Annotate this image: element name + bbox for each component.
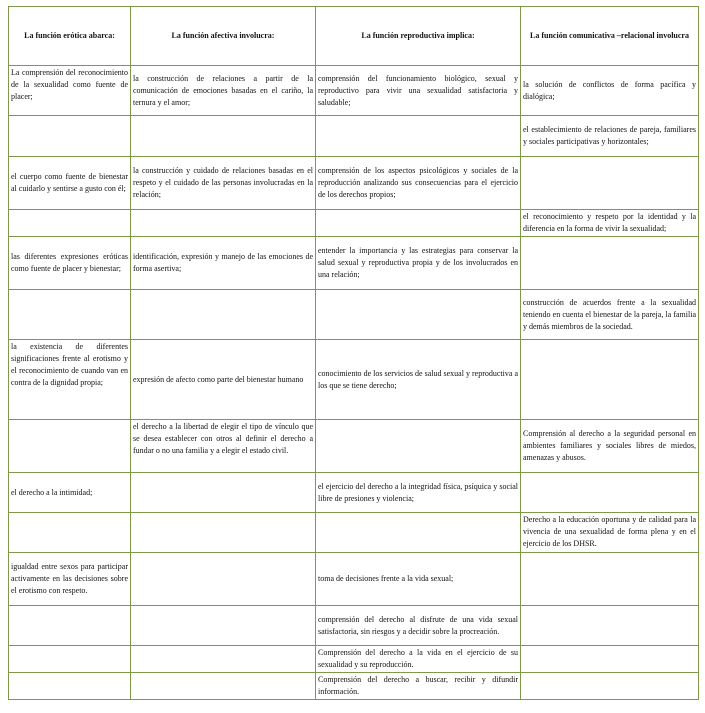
cell-reproductive: Comprensión del derecho a buscar, recibir y difundir información. <box>316 673 521 700</box>
cell-erotic: las diferentes expresiones eróticas como fuente de placer y bienestar; <box>9 237 131 290</box>
cell-reproductive <box>316 290 521 340</box>
cell-erotic: La comprensión del reconocimiento de la sexualidad como fuente de placer; <box>9 66 131 116</box>
table-row <box>9 420 699 473</box>
cell-communicative: construcción de acuerdos frente a la sexualidad teniendo en cuenta el bienestar de la pareja, la familia y demás miembros de la sociedad. <box>521 290 699 340</box>
cell-affective <box>131 553 316 606</box>
cell-affective <box>131 646 316 673</box>
cell-erotic: la existencia de diferentes significaciones frente al erotismo y el reconocimiento de cuando van en contra de la dignidad propia; <box>9 340 131 420</box>
cell-affective <box>131 473 316 513</box>
table-row <box>9 340 699 420</box>
table-row <box>9 157 699 210</box>
cell-reproductive: comprensión de los aspectos psicológicos y sociales de la reproducción analizando sus consecuencias para el ejercicio de los derechos propios; <box>316 157 521 210</box>
cell-reproductive: toma de decisiones frente a la vida sexual; <box>316 553 521 606</box>
cell-reproductive <box>316 210 521 237</box>
cell-communicative <box>521 157 699 210</box>
header-affective: La función afectiva involucra: <box>131 7 316 66</box>
cell-reproductive <box>316 116 521 157</box>
cell-affective: la construcción y cuidado de relaciones basadas en el respeto y el cuidado de las personas involucradas en la relación; <box>131 157 316 210</box>
cell-communicative: la solución de conflictos de forma pacífica y dialógica; <box>521 66 699 116</box>
cell-communicative <box>521 473 699 513</box>
cell-affective <box>131 673 316 700</box>
table-row <box>9 237 699 290</box>
cell-erotic <box>9 210 131 237</box>
cell-erotic: el derecho a la intimidad; <box>9 473 131 513</box>
cell-communicative <box>521 553 699 606</box>
cell-communicative <box>521 237 699 290</box>
sexuality-functions-table <box>8 6 699 700</box>
cell-erotic <box>9 116 131 157</box>
table-row <box>9 646 699 673</box>
cell-communicative <box>521 340 699 420</box>
cell-reproductive: el ejercicio del derecho a la integridad física, psíquica y social libre de presiones y violencia; <box>316 473 521 513</box>
cell-communicative <box>521 606 699 646</box>
cell-reproductive <box>316 420 521 473</box>
cell-affective: expresión de afecto como parte del bienestar humano <box>131 340 316 420</box>
cell-affective: el derecho a la libertad de elegir el tipo de vínculo que se desea establecer con otros al definir el derecho a fundar o no una familia y a elegir el estado civil. <box>131 420 316 473</box>
cell-erotic <box>9 606 131 646</box>
cell-affective <box>131 116 316 157</box>
table-row <box>9 606 699 646</box>
table-row <box>9 673 699 700</box>
cell-affective: identificación, expresión y manejo de las emociones de forma asertiva; <box>131 237 316 290</box>
cell-affective <box>131 606 316 646</box>
table-row <box>9 116 699 157</box>
cell-erotic <box>9 290 131 340</box>
cell-affective <box>131 290 316 340</box>
cell-affective <box>131 513 316 553</box>
cell-erotic <box>9 513 131 553</box>
cell-communicative: Derecho a la educación oportuna y de calidad para la vivencia de una sexualidad de forma plena y en el ejercicio de los DHSR. <box>521 513 699 553</box>
cell-erotic <box>9 673 131 700</box>
cell-reproductive <box>316 513 521 553</box>
cell-erotic <box>9 646 131 673</box>
table-row <box>9 66 699 116</box>
table-row <box>9 473 699 513</box>
cell-reproductive: comprensión del derecho al disfrute de una vida sexual satisfactoria, sin riesgos y a decidir sobre la procreación. <box>316 606 521 646</box>
cell-affective <box>131 210 316 237</box>
header-reproductive: La función reproductiva implica: <box>316 7 521 66</box>
cell-communicative: Comprensión al derecho a la seguridad personal en ambientes familiares y sociales libres de miedos, amenazas y abusos. <box>521 420 699 473</box>
header-erotic: La función erótica abarca: <box>9 7 131 66</box>
table-row <box>9 513 699 553</box>
header-row <box>9 7 699 66</box>
cell-reproductive: conocimiento de los servicios de salud sexual y reproductiva a los que se tiene derecho; <box>316 340 521 420</box>
table-row <box>9 210 699 237</box>
cell-reproductive: comprensión del funcionamiento biológico, sexual y reproductivo para vivir una sexualidad satisfactoria y saludable; <box>316 66 521 116</box>
cell-erotic: el cuerpo como fuente de bienestar al cuidarlo y sentirse a gusto con él; <box>9 157 131 210</box>
cell-communicative: el establecimiento de relaciones de pareja, familiares y sociales participativas y horizontales; <box>521 116 699 157</box>
cell-reproductive: entender la importancia y las estrategias para conservar la salud sexual y reproductiva propia y de los involucrados en una relación; <box>316 237 521 290</box>
cell-communicative: el reconocimiento y respeto por la identidad y la diferencia en la forma de vivir la sexualidad; <box>521 210 699 237</box>
table-row <box>9 553 699 606</box>
cell-erotic <box>9 420 131 473</box>
cell-communicative <box>521 646 699 673</box>
cell-communicative <box>521 673 699 700</box>
cell-reproductive: Comprensión del derecho a la vida en el ejercicio de su sexualidad y su reproducción. <box>316 646 521 673</box>
cell-erotic: igualdad entre sexos para participar activamente en las decisiones sobre el erotismo con respeto. <box>9 553 131 606</box>
table-row <box>9 290 699 340</box>
cell-affective: la construcción de relaciones a partir de la comunicación de emociones basadas en el cariño, la ternura y el amor; <box>131 66 316 116</box>
header-communicative: La función comunicativa –relacional involucra <box>521 7 699 66</box>
